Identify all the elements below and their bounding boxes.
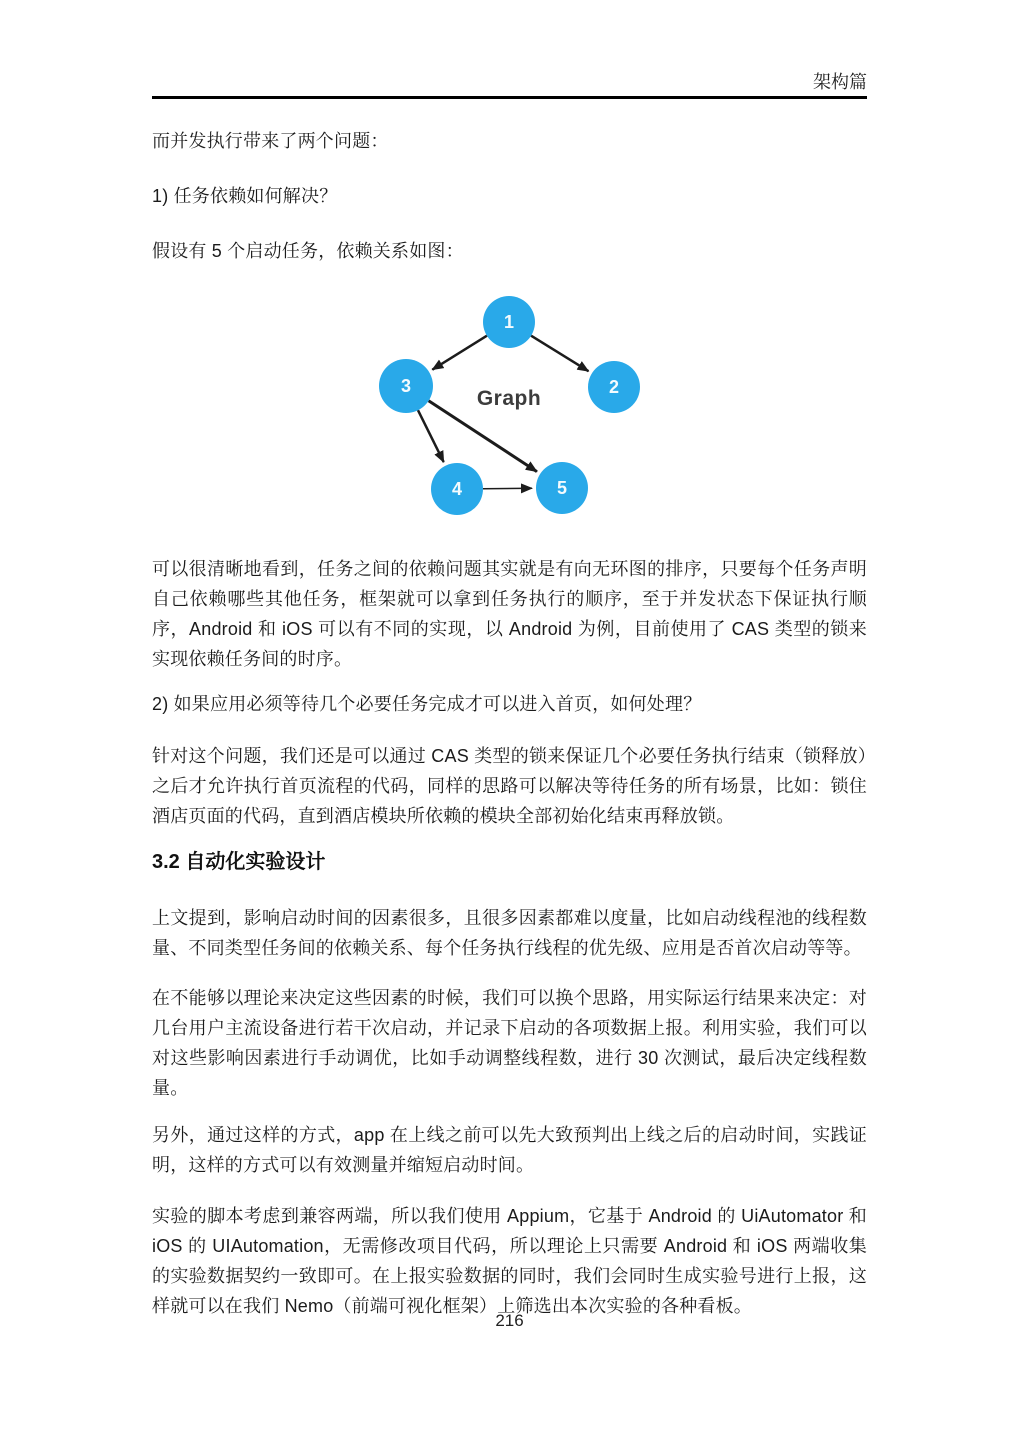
graph-edge-1-3 bbox=[432, 336, 487, 370]
graph-node-1: 1 bbox=[483, 296, 535, 348]
paragraph-after-graph: 可以很清晰地看到，任务之间的依赖问题其实就是有向无环图的排序，只要每个任务声明自己依赖哪些其他任务，框架就可以拿到任务执行的顺序，至于并发状态下保证执行顺序，Android 和 iOS 可以有不同的实现，以 Android 为例，目前使用了 CAS 类型的锁来实现依赖任务间的时序。 bbox=[152, 559, 867, 669]
chapter-label: 架构篇 bbox=[813, 72, 867, 92]
paragraph-appium: 实验的脚本考虑到兼容两端，所以我们使用 Appium，它基于 Android 的 UiAutomator 和 iOS 的 UIAutomation，无需修改项目代码，所以理论上只需要 Android 和 iOS 两端收集的实验数据契约一致即可。在上报实验数据的同时，我们会同时生成实验号进行上报，这样就可以在我们 Nemo（前端可视化框架）上筛选出本次实验的各种看板。 bbox=[152, 1206, 867, 1316]
graph-node-5: 5 bbox=[536, 462, 588, 514]
question-2: 2) 如果应用必须等待几个必要任务完成才可以进入首页，如何处理？ bbox=[152, 694, 702, 714]
page-header bbox=[152, 70, 867, 99]
graph-node-2: 2 bbox=[588, 361, 640, 413]
graph-edge-3-5 bbox=[429, 401, 537, 472]
graph-node-4: 4 bbox=[431, 463, 483, 515]
paragraph-factors: 上文提到，影响启动时间的因素很多，且很多因素都难以度量，比如启动线程池的线程数量、不同类型任务间的依赖关系、每个任务执行线程的优先级、应用是否首次启动等等。 bbox=[152, 908, 867, 958]
paragraph-graph-setup: 假设有 5 个启动任务，依赖关系如图： bbox=[152, 241, 464, 261]
paragraph-q2-answer: 针对这个问题，我们还是可以通过 CAS 类型的锁来保证几个必要任务执行结束（锁释放）之后才允许执行首页流程的代码，同样的思路可以解决等待任务的所有场景，比如：锁住酒店页面的代码，直到酒店模块所依赖的模块全部初始化结束再释放锁。 bbox=[152, 746, 867, 826]
paragraph-predict: 另外，通过这样的方式，app 在上线之前可以先大致预判出上线之后的启动时间，实践证明，这样的方式可以有效测量并缩短启动时间。 bbox=[152, 1125, 867, 1175]
content-column bbox=[152, 0, 867, 1321]
graph-edge-1-2 bbox=[531, 336, 588, 372]
paragraph-intro: 而并发执行带来了两个问题： bbox=[152, 131, 389, 151]
section-heading: 3.2 自动化实验设计 bbox=[152, 851, 326, 873]
question-1: 1) 任务依赖如何解决？ bbox=[152, 186, 338, 206]
graph-node-3: 3 bbox=[379, 359, 433, 413]
dependency-graph bbox=[152, 271, 867, 546]
graph-title-label: Graph bbox=[476, 387, 542, 410]
graph-edge-3-4 bbox=[418, 410, 444, 462]
paragraph-experiment: 在不能够以理论来决定这些因素的时候，我们可以换个思路，用实际运行结果来决定：对几台用户主流设备进行若干次启动，并记录下启动的各项数据上报。利用实验，我们可以对这些影响因素进行手动调优，比如手动调整线程数，进行 30 次测试，最后决定线程数量。 bbox=[152, 988, 867, 1098]
page-number: 216 bbox=[495, 1311, 524, 1330]
